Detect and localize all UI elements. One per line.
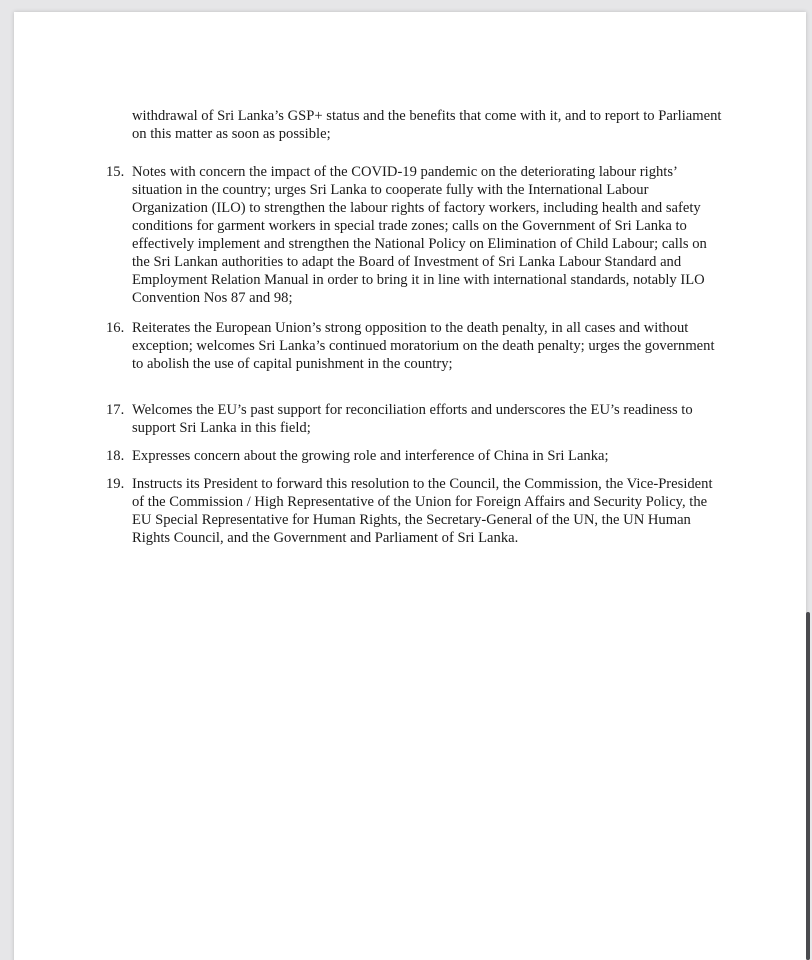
list-item <box>106 319 722 373</box>
list-item <box>106 475 722 547</box>
item-text: Reiterates the European Union’s strong opposition to the death penalty, in all cases and without exception; welcomes Sri Lanka’s continued moratorium on the death penalty; urges the government to abolish the use of capital punishment in the country; <box>132 320 715 372</box>
item-number: 18. <box>106 448 125 464</box>
list-item <box>106 401 722 437</box>
item-text: Expresses concern about the growing role and interference of China in Sri Lanka; <box>132 448 609 464</box>
list-item <box>106 447 722 465</box>
item-text: Welcomes the EU’s past support for reconciliation efforts and underscores the EU’s readiness to support Sri Lanka in this field; <box>132 402 693 436</box>
list-item <box>106 163 722 307</box>
paragraph-continuation: withdrawal of Sri Lanka’s GSP+ status and the benefits that come with it, and to report to Parliament on this matter as soon as possible; <box>132 108 722 142</box>
item-text: Instructs its President to forward this resolution to the Council, the Commission, the Vice-President of the Commission / High Representative of the Union for Foreign Affairs and Security Policy, the EU Special Representative for Human Rights, the Secretary-General of the UN, the UN Human Rights Council, and the Government and Parliament of Sri Lanka. <box>132 476 713 546</box>
vertical-scrollbar[interactable] <box>806 612 810 960</box>
document-page <box>14 12 806 960</box>
item-number: 15. <box>106 164 125 180</box>
item-number: 16. <box>106 320 125 336</box>
item-number: 17. <box>106 402 125 418</box>
item-number: 19. <box>106 476 125 492</box>
item-text: Notes with concern the impact of the COVID-19 pandemic on the deteriorating labour rights’ situation in the country; urges Sri Lanka to cooperate fully with the International Labour Organization (ILO) to strengthen the labour rights of factory workers, including health and safety conditions for garment workers in special trade zones; calls on the Government of Sri Lanka to effectively implement and strengthen the National Policy on Elimination of Child Labour; calls on the Sri Lankan authorities to adapt the Board of Investment of Sri Lanka Labour Standard and Employment Relation Manual in order to bring it in line with international standards, notably ILO Convention Nos 87 and 98; <box>132 164 707 306</box>
